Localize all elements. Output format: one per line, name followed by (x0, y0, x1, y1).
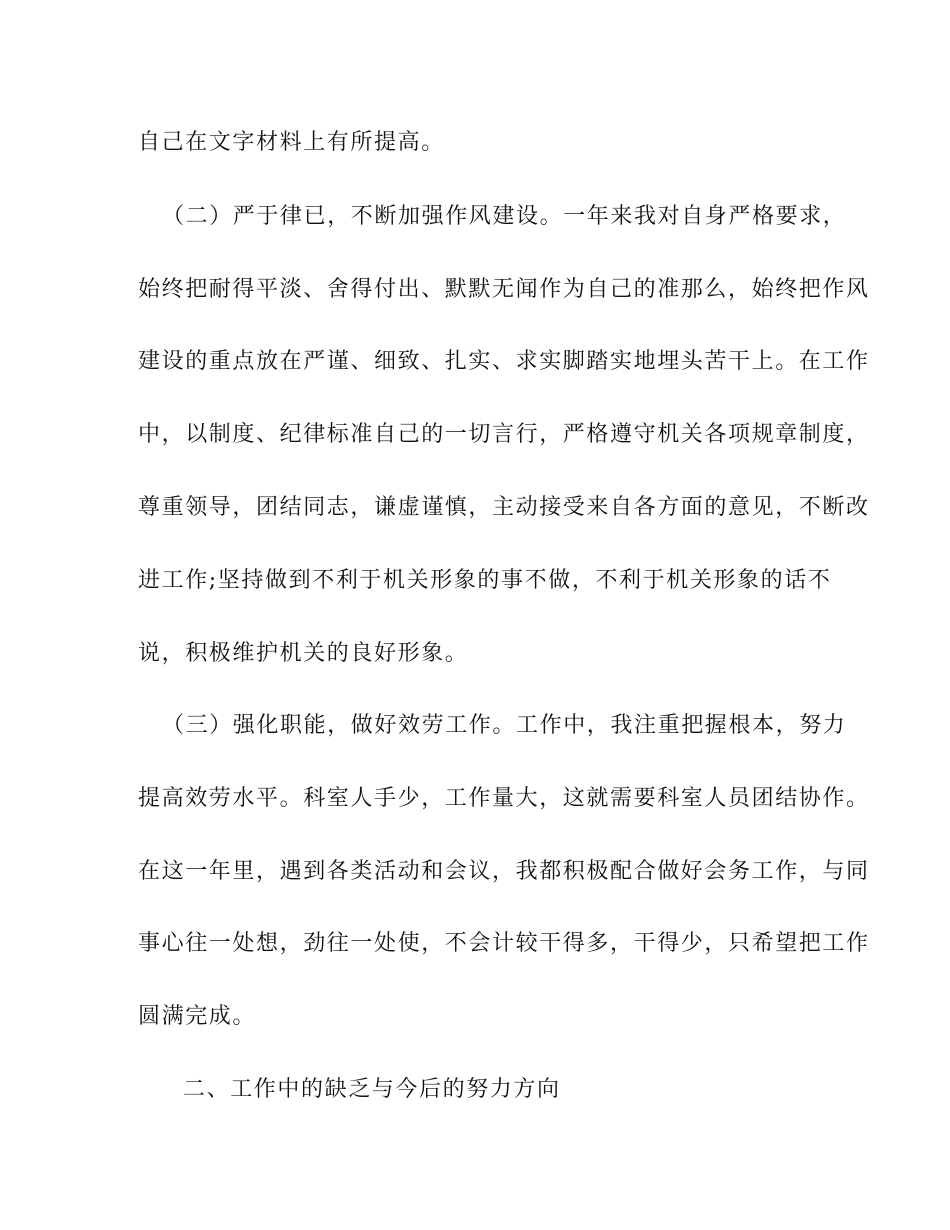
text-line-6: 尊重领导，团结同志，谦虚谨慎，主动接受来自各方面的意见，不断改 (138, 495, 870, 520)
text-line-12: 事心往一处想，劲往一处使，不会计较干得多，干得少，只希望把工作 (138, 931, 870, 956)
text-line-8: 说，积极维护机关的良好形象。 (138, 641, 469, 666)
chapter-two-heading: 二、工作中的缺乏与今后的努力方向 (183, 1077, 561, 1102)
text-line-3: 始终把耐得平淡、舍得付出、默默无闻作为自己的准那么，始终把作风 (138, 277, 870, 302)
text-line-13: 圆满完成。 (138, 1004, 257, 1029)
section-two-heading-line: （二）严于律已，不断加强作风建设。一年来我对自身严格要求， (162, 204, 847, 229)
text-line-4: 建设的重点放在严谨、细致、扎实、求实脚踏实地埋头苦干上。在工作 (138, 349, 870, 374)
text-line-5: 中，以制度、纪律标准自己的一切言行，严格遵守机关各项规章制度， (138, 422, 870, 447)
text-line-1: 自己在文字材料上有所提高。 (138, 130, 445, 155)
text-line-10: 提高效劳水平。科室人手少，工作量大，这就需要科室人员团结协作。 (138, 786, 870, 811)
section-three-heading-line: （三）强化职能，做好效劳工作。工作中，我注重把握根本，努力 (162, 713, 847, 738)
text-line-7: 进工作;坚持做到不利于机关形象的事不做，不利于机关形象的话不 (138, 568, 832, 593)
text-line-11: 在这一年里，遇到各类活动和会议，我都积极配合做好会务工作，与同 (138, 859, 870, 884)
